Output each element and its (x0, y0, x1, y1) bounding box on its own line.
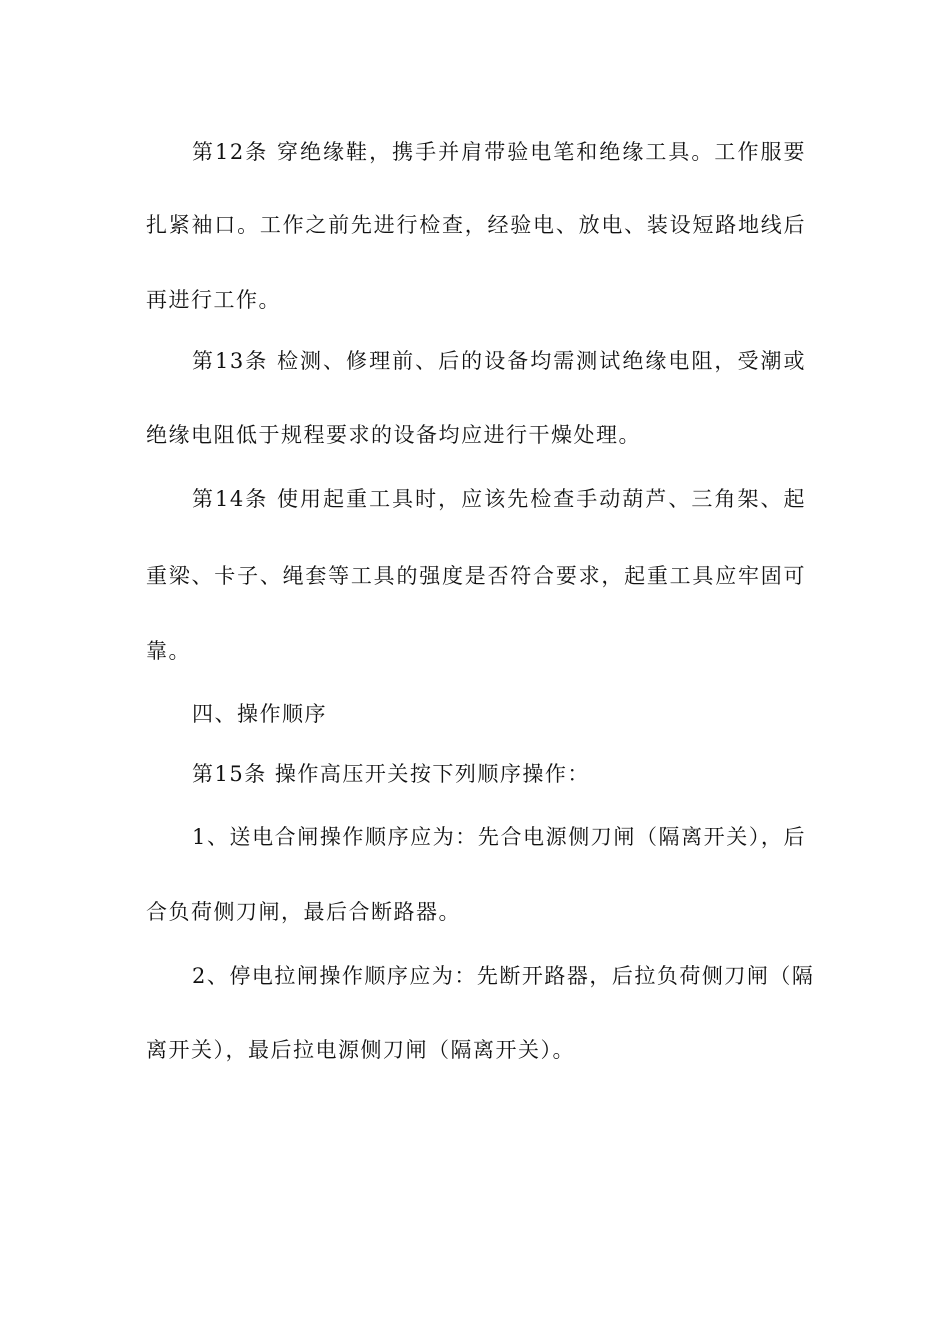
article-14-line-3: 靠。 (146, 639, 191, 663)
step-1-line-2: 合负荷侧刀闸，最后合断路器。 (146, 900, 461, 924)
step-1-line-1: 1、送电合闸操作顺序应为：先合电源侧刀闸（隔离开关），后 (192, 825, 806, 849)
article-13-line-1: 第13条 检测、修理前、后的设备均需测试绝缘电阻，受潮或 (192, 349, 806, 373)
article-14-line-1: 第14条 使用起重工具时，应该先检查手动葫芦、三角架、起 (192, 487, 806, 511)
step-2-line-1: 2、停电拉闸操作顺序应为：先断开路器，后拉负荷侧刀闸（隔 (192, 964, 815, 988)
article-12-line-1: 第12条 穿绝缘鞋，携手并肩带验电笔和绝缘工具。工作服要 (192, 140, 806, 164)
article-14-line-2: 重梁、卡子、绳套等工具的强度是否符合要求，起重工具应牢固可 (146, 564, 806, 588)
article-12-line-3: 再进行工作。 (146, 288, 281, 312)
section-heading: 四、操作顺序 (192, 702, 327, 726)
article-12-line-2: 扎紧袖口。工作之前先进行检查，经验电、放电、装设短路地线后 (146, 213, 806, 237)
article-13-line-2: 绝缘电阻低于规程要求的设备均应进行干燥处理。 (146, 423, 641, 447)
article-15-line: 第15条 操作高压开关按下列顺序操作： (192, 762, 590, 786)
step-2-line-2: 离开关），最后拉电源侧刀闸（隔离开关）。 (146, 1038, 575, 1062)
